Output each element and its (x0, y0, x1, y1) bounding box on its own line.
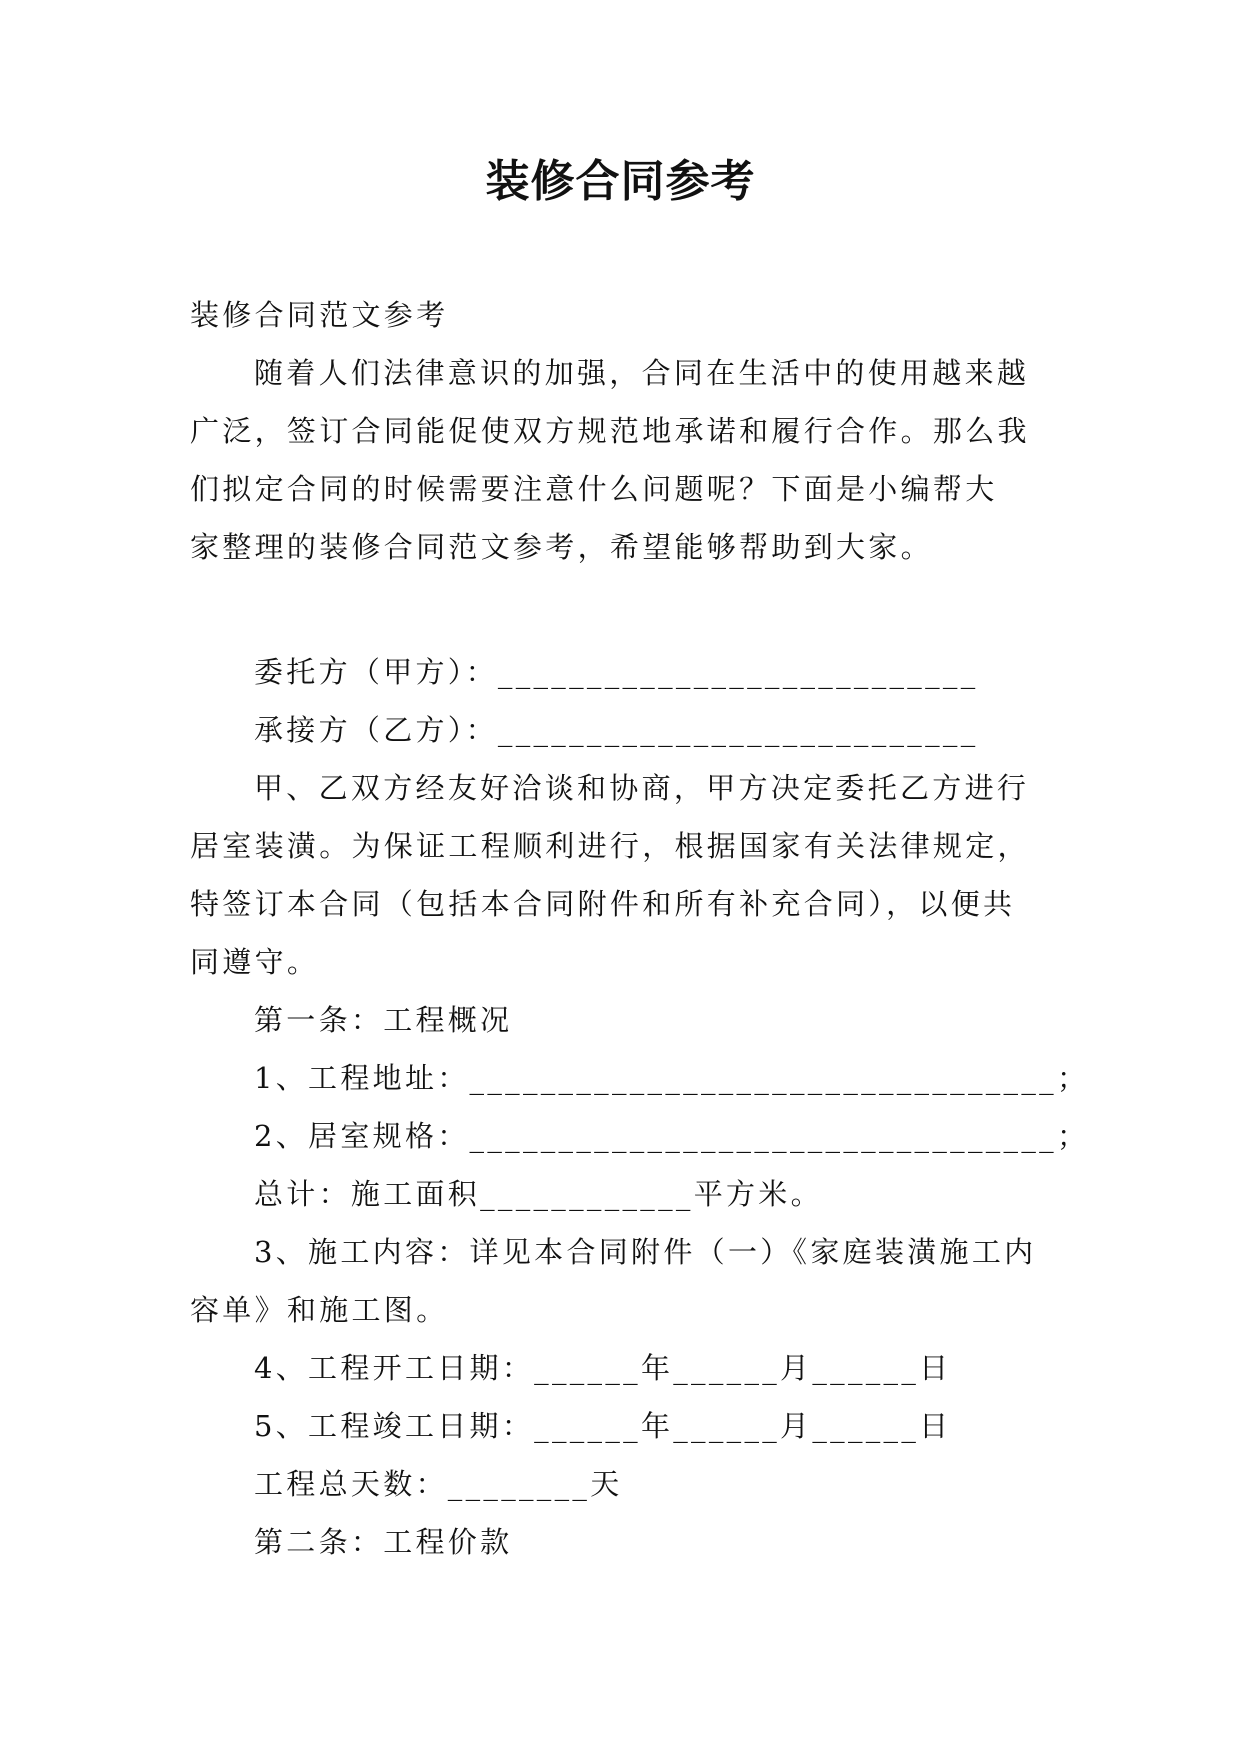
start-date-field: 4、工程开工日期：______年______月______日 (254, 1351, 952, 1385)
document-title: 装修合同参考 (485, 156, 756, 207)
agreement-paragraph-line: 居室装潢。为保证工程顺利进行，根据国家有关法律规定， (190, 829, 1030, 863)
article-two-heading: 第二条：工程价款 (254, 1525, 513, 1559)
article-one-heading: 第一条：工程概况 (254, 1003, 513, 1037)
room-spec-field: 2、居室规格：_________________________________； (254, 1119, 1090, 1153)
agreement-paragraph-line: 特签订本合同（包括本合同附件和所有补充合同），以便共 (190, 887, 1016, 921)
agreement-paragraph-line: 甲、乙双方经友好洽谈和协商，甲方决定委托乙方进行 (254, 771, 1030, 805)
intro-paragraph-line: 们拟定合同的时候需要注意什么问题呢？下面是小编帮大 (190, 472, 998, 506)
intro-paragraph-line: 家整理的装修合同范文参考，希望能够帮助到大家。 (190, 530, 933, 564)
completion-date-field: 5、工程竣工日期：______年______月______日 (254, 1409, 952, 1443)
document-subtitle: 装修合同范文参考 (190, 298, 449, 332)
party-a-field: 委托方（甲方）：___________________________ (254, 655, 979, 689)
construction-area-field: 总计：施工面积____________平方米。 (254, 1177, 823, 1211)
intro-paragraph-line: 广泛，签订合同能促使双方规范地承诺和履行合作。那么我 (190, 414, 1030, 448)
party-b-field: 承接方（乙方）：___________________________ (254, 713, 979, 747)
intro-paragraph-line: 随着人们法律意识的加强，合同在生活中的使用越来越 (254, 356, 1030, 390)
construction-content-line: 容单》和施工图。 (190, 1293, 449, 1327)
project-address-field: 1、工程地址：_________________________________； (254, 1061, 1090, 1095)
total-days-field: 工程总天数：________天 (254, 1467, 623, 1501)
construction-content-line: 3、施工内容：详见本合同附件（一）《家庭装潢施工内 (254, 1235, 1037, 1269)
agreement-paragraph-line: 同遵守。 (190, 945, 320, 979)
